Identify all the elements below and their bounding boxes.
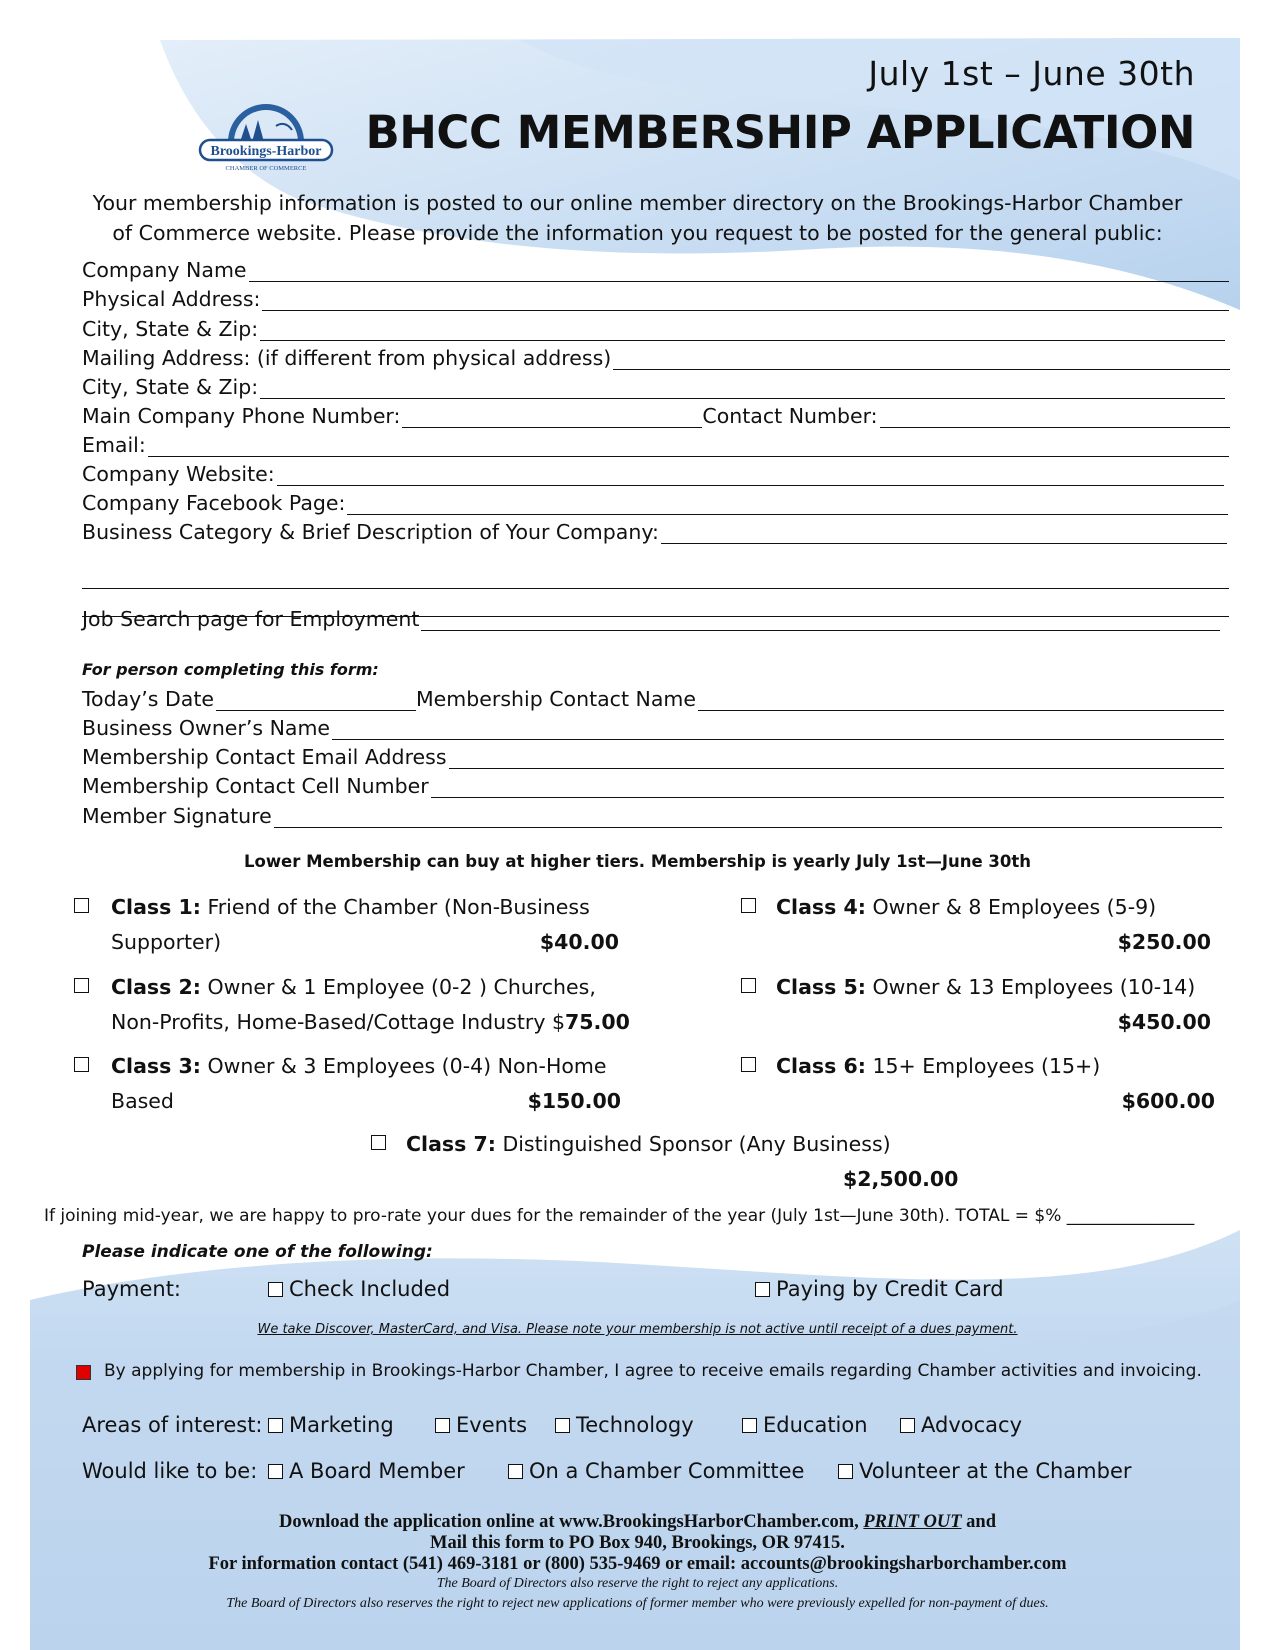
volunteer-label: Volunteer at the Chamber <box>859 1459 1132 1483</box>
interest-marketing-option[interactable] <box>268 1413 394 1437</box>
class-2-desc: Owner & 1 Employee (0-2 ) Churches, <box>200 975 596 999</box>
print-out-emphasis: PRINT OUT <box>863 1512 962 1532</box>
footer-reject-note: The Board of Directors also reserve the right to reject any applications. <box>436 1576 839 1591</box>
contact-cell-field[interactable] <box>82 772 1224 798</box>
footer-contact-line: For information contact (541) 469-3181 or (800) 535-9469 or email: accounts@brookingsharborchamber.com <box>208 1554 1067 1574</box>
board-member-option[interactable] <box>268 1459 465 1483</box>
intro-line-1: Your membership information is posted to our online member directory on the Brookings-Harbor Chamber <box>92 191 1183 215</box>
membership-contact-name-label: Membership Contact Name <box>416 687 696 711</box>
interest-advocacy-option[interactable] <box>900 1413 1022 1437</box>
interest-education-checkbox[interactable] <box>742 1418 757 1433</box>
class-2-desc-2: Non-Profits, Home-Based/Cottage Industry $ <box>111 1010 566 1034</box>
check-included-checkbox[interactable] <box>268 1282 283 1297</box>
class-1-price: $40.00 <box>539 930 619 954</box>
contact-email-field[interactable] <box>82 743 1224 769</box>
class-3-desc: Owner & 3 Employees (0-4) Non-Home <box>200 1054 607 1078</box>
footer-mail-line: Mail this form to PO Box 940, Brookings, OR 97415. <box>430 1533 845 1553</box>
business-description-line-2[interactable] <box>82 568 1229 589</box>
contact-number-line[interactable] <box>880 409 1230 428</box>
class-1-desc: Friend of the Chamber (Non-Business <box>200 895 590 919</box>
facebook-line[interactable] <box>347 496 1228 515</box>
class-5-checkbox[interactable] <box>741 978 756 993</box>
interest-marketing-checkbox[interactable] <box>268 1418 283 1433</box>
committee-label: On a Chamber Committee <box>529 1459 805 1483</box>
board-member-label: A Board Member <box>289 1459 465 1483</box>
mailing-city-state-zip-label: City, State & Zip: <box>82 375 259 399</box>
interest-education-option[interactable] <box>742 1413 868 1437</box>
physical-address-label: Physical Address: <box>82 287 261 311</box>
email-label: Email: <box>82 433 146 457</box>
mailing-address-field[interactable] <box>82 344 1230 370</box>
facebook-field[interactable] <box>82 489 1228 515</box>
company-name-line[interactable] <box>249 263 1229 282</box>
contact-number-label: Contact Number: <box>702 404 878 428</box>
would-like-to-be-label: Would like to be: <box>82 1459 258 1483</box>
class-1-option <box>111 890 631 960</box>
tiers-note: Lower Membership can buy at higher tiers. Membership is yearly July 1st—June 30th <box>243 852 1032 871</box>
interest-education-label: Education <box>763 1413 868 1437</box>
interest-technology-option[interactable] <box>555 1413 694 1437</box>
class-7-option <box>406 1127 959 1197</box>
signature-field[interactable] <box>82 802 1222 828</box>
class-5-label: Class 5: <box>776 975 866 999</box>
job-search-line[interactable] <box>421 612 1220 631</box>
facebook-label: Company Facebook Page: <box>82 491 346 515</box>
class-4-checkbox[interactable] <box>741 898 756 913</box>
physical-address-field[interactable] <box>82 285 1229 311</box>
committee-option[interactable] <box>508 1459 804 1483</box>
class-6-option <box>776 1049 1215 1119</box>
contact-cell-line[interactable] <box>431 779 1224 798</box>
class-7-price: $2,500.00 <box>843 1167 959 1191</box>
class-3-price: $150.00 <box>527 1089 621 1113</box>
main-phone-label: Main Company Phone Number: <box>82 404 401 428</box>
volunteer-checkbox[interactable] <box>838 1464 853 1479</box>
class-3-checkbox[interactable] <box>74 1057 89 1072</box>
city-state-zip-field[interactable] <box>82 315 1225 341</box>
date-range: July 1st – June 30th <box>868 54 1195 93</box>
footer-download-text: Download the application online at www.BrookingsHarborChamber.com, <box>279 1512 864 1532</box>
business-category-label: Business Category & Brief Description of Your Company: <box>82 520 659 544</box>
consent-checkbox-checked[interactable] <box>76 1365 91 1380</box>
class-6-price: $600.00 <box>1121 1089 1215 1113</box>
city-state-zip-line[interactable] <box>260 322 1225 341</box>
check-included-label: Check Included <box>289 1277 451 1301</box>
footer-expelled-note: The Board of Directors also reserves the right to reject new applications of former member who were previously expelled for non-payment of dues. <box>226 1596 1049 1611</box>
payment-note: We take Discover, MasterCard, and Visa. Please note your membership is not active until receipt of a dues payment. <box>257 1322 1018 1337</box>
class-6-desc: 15+ Employees (15+) <box>865 1054 1101 1078</box>
phone-field[interactable] <box>82 402 1230 428</box>
interest-events-checkbox[interactable] <box>435 1418 450 1433</box>
class-7-label: Class 7: <box>406 1132 496 1156</box>
areas-of-interest-label: Areas of interest: <box>82 1413 263 1437</box>
company-name-label: Company Name <box>82 258 247 282</box>
prorate-note: If joining mid-year, we are happy to pro-rate your dues for the remainder of the year (July 1st—June 30th). TOTAL = $% _______________ <box>44 1206 1195 1226</box>
job-search-label: Job Search page for Employment <box>82 607 420 631</box>
class-4-desc: Owner & 8 Employees (5-9) <box>865 895 1157 919</box>
class-4-option <box>776 890 1211 960</box>
business-category-line[interactable] <box>661 525 1227 544</box>
mailing-address-line[interactable] <box>613 351 1230 370</box>
class-4-label: Class 4: <box>776 895 866 919</box>
business-owner-line[interactable] <box>332 721 1224 740</box>
class-7-desc: Distinguished Sponsor (Any Business) <box>495 1132 891 1156</box>
person-section-heading: For person completing this form: <box>82 660 379 679</box>
email-field[interactable] <box>82 431 1229 457</box>
credit-card-option[interactable] <box>755 1277 1004 1301</box>
mailing-city-state-zip-field[interactable] <box>82 373 1225 399</box>
email-consent-text: By applying for membership in Brookings-Harbor Chamber, I agree to receive emails regarding Chamber activities and invoicing. <box>104 1361 1202 1381</box>
footer-download-line <box>100 1512 1175 1533</box>
contact-email-line[interactable] <box>449 750 1224 769</box>
city-state-zip-label: City, State & Zip: <box>82 317 259 341</box>
job-search-field[interactable] <box>82 605 1220 631</box>
class-6-label: Class 6: <box>776 1054 866 1078</box>
class-7-checkbox[interactable] <box>371 1135 386 1150</box>
intro-line-2: of Commerce website. Please provide the information you request to be posted for the general public: <box>112 221 1163 245</box>
volunteer-option[interactable] <box>838 1459 1132 1483</box>
website-line[interactable] <box>277 467 1224 486</box>
mailing-address-label: Mailing Address: (if different from physical address) <box>82 346 612 370</box>
class-5-option <box>776 970 1211 1040</box>
website-label: Company Website: <box>82 462 275 486</box>
svg-text:CHAMBER OF COMMERCE: CHAMBER OF COMMERCE <box>225 165 307 172</box>
website-field[interactable] <box>82 460 1224 486</box>
svg-text:Brookings-Harbor: Brookings-Harbor <box>210 144 322 159</box>
class-6-checkbox[interactable] <box>741 1057 756 1072</box>
todays-date-line[interactable] <box>216 692 416 711</box>
business-owner-label: Business Owner’s Name <box>82 716 331 740</box>
payment-heading: Please indicate one of the following: <box>82 1242 433 1262</box>
interest-events-label: Events <box>456 1413 528 1437</box>
company-name-field[interactable] <box>82 256 1229 282</box>
class-5-desc: Owner & 13 Employees (10-14) <box>865 975 1196 999</box>
class-1-label: Class 1: <box>111 895 201 919</box>
date-contact-field[interactable] <box>82 685 1224 711</box>
class-1-checkbox[interactable] <box>74 898 89 913</box>
class-2-checkbox[interactable] <box>74 978 89 993</box>
credit-card-checkbox[interactable] <box>755 1282 770 1297</box>
signature-label: Member Signature <box>82 804 272 828</box>
membership-contact-name-line[interactable] <box>698 692 1224 711</box>
class-4-price: $250.00 <box>1117 930 1211 954</box>
interest-advocacy-label: Advocacy <box>921 1413 1022 1437</box>
credit-card-label: Paying by Credit Card <box>776 1277 1004 1301</box>
committee-checkbox[interactable] <box>508 1464 523 1479</box>
class-1-desc-2: Supporter) <box>111 930 222 954</box>
page-title: BHCC MEMBERSHIP APPLICATION <box>365 106 1195 159</box>
class-3-label: Class 3: <box>111 1054 201 1078</box>
mailing-city-state-zip-line[interactable] <box>260 380 1225 399</box>
business-owner-field[interactable] <box>82 714 1224 740</box>
class-5-price: $450.00 <box>1117 1010 1211 1034</box>
chamber-logo <box>196 96 336 174</box>
check-included-option[interactable] <box>268 1277 450 1301</box>
interest-technology-label: Technology <box>576 1413 694 1437</box>
contact-cell-label: Membership Contact Cell Number <box>82 774 429 798</box>
physical-address-line[interactable] <box>262 292 1229 311</box>
class-2-label: Class 2: <box>111 975 201 999</box>
interest-technology-checkbox[interactable] <box>555 1418 570 1433</box>
class-3-option <box>111 1049 631 1119</box>
interest-marketing-label: Marketing <box>289 1413 394 1437</box>
class-2-option <box>111 970 671 1040</box>
class-2-price: 75.00 <box>565 1010 630 1034</box>
todays-date-label: Today’s Date <box>82 687 214 711</box>
class-3-desc-2: Based <box>111 1089 174 1113</box>
board-member-checkbox[interactable] <box>268 1464 283 1479</box>
signature-line[interactable] <box>274 809 1222 828</box>
interest-events-option[interactable] <box>435 1413 527 1437</box>
payment-label: Payment: <box>82 1277 182 1301</box>
interest-advocacy-checkbox[interactable] <box>900 1418 915 1433</box>
contact-email-label: Membership Contact Email Address <box>82 745 447 769</box>
main-phone-line[interactable] <box>402 409 702 428</box>
business-category-field[interactable] <box>82 518 1227 544</box>
footer-download-end: and <box>961 1512 996 1532</box>
email-line[interactable] <box>148 438 1229 457</box>
